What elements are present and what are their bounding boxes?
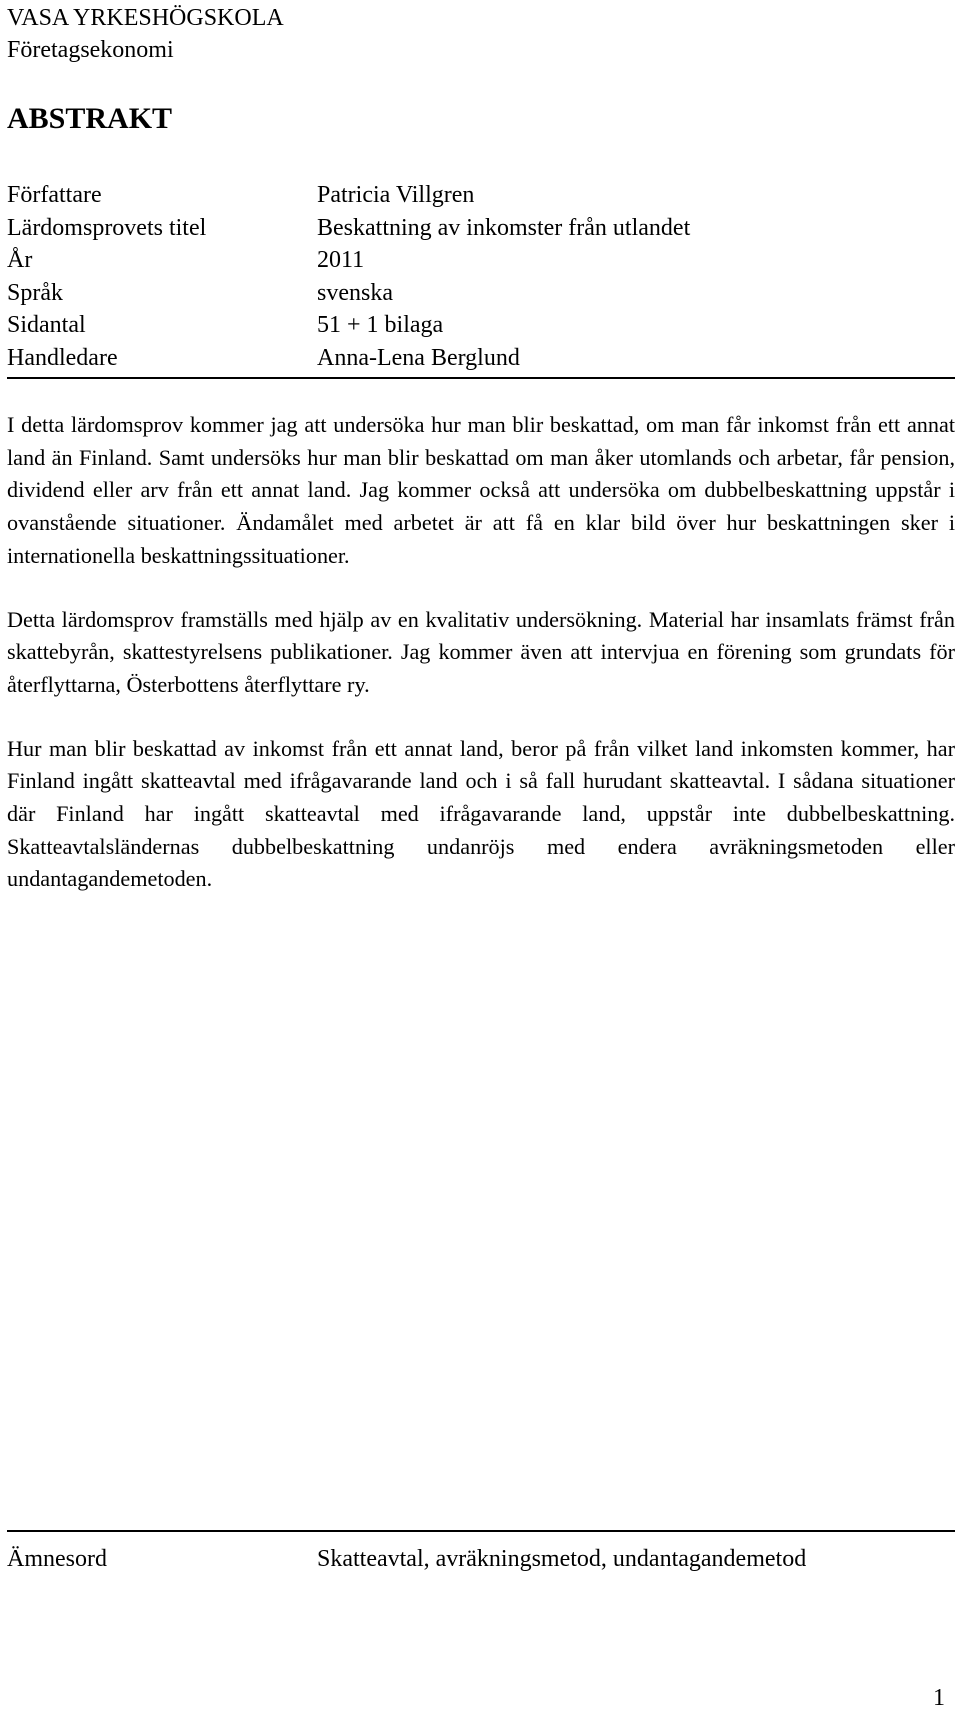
metadata-value: Anna-Lena Berglund — [317, 344, 520, 371]
metadata-value: 51 + 1 bilaga — [317, 312, 444, 338]
metadata-label: Lärdomsprovets titel — [7, 214, 207, 241]
metadata-label: Handledare — [7, 344, 118, 371]
metadata-value: 2011 — [317, 247, 365, 273]
metadata-row-supervisor — [7, 343, 955, 376]
department-name: Företagsekonomi — [7, 37, 174, 63]
metadata-row-title — [7, 213, 955, 246]
abstract-paragraph: Detta lärdomsprov framställs med hjälp av en kvalitativ undersökning. Material har insamlats främst från skattebyrån, skattestyrelsens publikationer. Jag kommer även att intervjua en förening som grundats för återflyttarna, Österbottens återflyttare ry. — [7, 606, 955, 697]
metadata-row-author — [7, 180, 955, 213]
divider-top — [7, 377, 955, 379]
metadata-value: Patricia Villgren — [317, 182, 475, 208]
abstract-paragraph: Hur man blir beskattad av inkomst från ett annat land, beror på från vilket land inkomsten kommer, har Finland ingått skatteavtal med ifrågavarande land och i så fall hurudant skatteavtal. I sådana situationer där Finland har ingått skatteavtal med ifrågavarande land, uppstår inte dubbelbeskattning. Skatteavtalsländernas dubbelbeskattning undanröjs med endera avräkningsmetoden eller undantagandemetoden. — [7, 735, 955, 892]
metadata-row-pages — [7, 310, 955, 343]
divider-bottom — [7, 1530, 955, 1532]
abstract-paragraph: I detta lärdomsprov kommer jag att undersöka hur man blir beskattad, om man får inkomst från ett annat land än Finland. Samt undersöks hur man blir beskattad om man åker utomlands och arbetar, får pension, dividend eller arv från ett annat land. Jag kommer också att undersöka om dubbelbeskattning uppstår i ovanstående situationer. Ändamålet med arbetet är att få en klar bild över hur beskattningen sker i internationella beskattningssituationer. — [7, 412, 955, 568]
metadata-label: Språk — [7, 279, 63, 306]
page-title: ABSTRAKT — [7, 102, 173, 135]
abstract-body — [7, 409, 955, 927]
page-number: 1 — [933, 1685, 945, 1711]
metadata-value: Beskattning av inkomster från utlandet — [317, 214, 691, 241]
keywords-value: Skatteavtal, avräkningsmetod, undantagandemetod — [317, 1546, 807, 1572]
metadata-row-year — [7, 245, 955, 278]
metadata-row-language — [7, 278, 955, 311]
keywords-label: Ämnesord — [7, 1546, 107, 1572]
metadata-label: År — [7, 247, 33, 273]
metadata-table — [7, 180, 955, 375]
metadata-label: Sidantal — [7, 312, 86, 338]
metadata-label: Författare — [7, 182, 102, 208]
metadata-value: svenska — [317, 279, 393, 306]
school-name: VASA YRKESHÖGSKOLA — [7, 5, 284, 31]
